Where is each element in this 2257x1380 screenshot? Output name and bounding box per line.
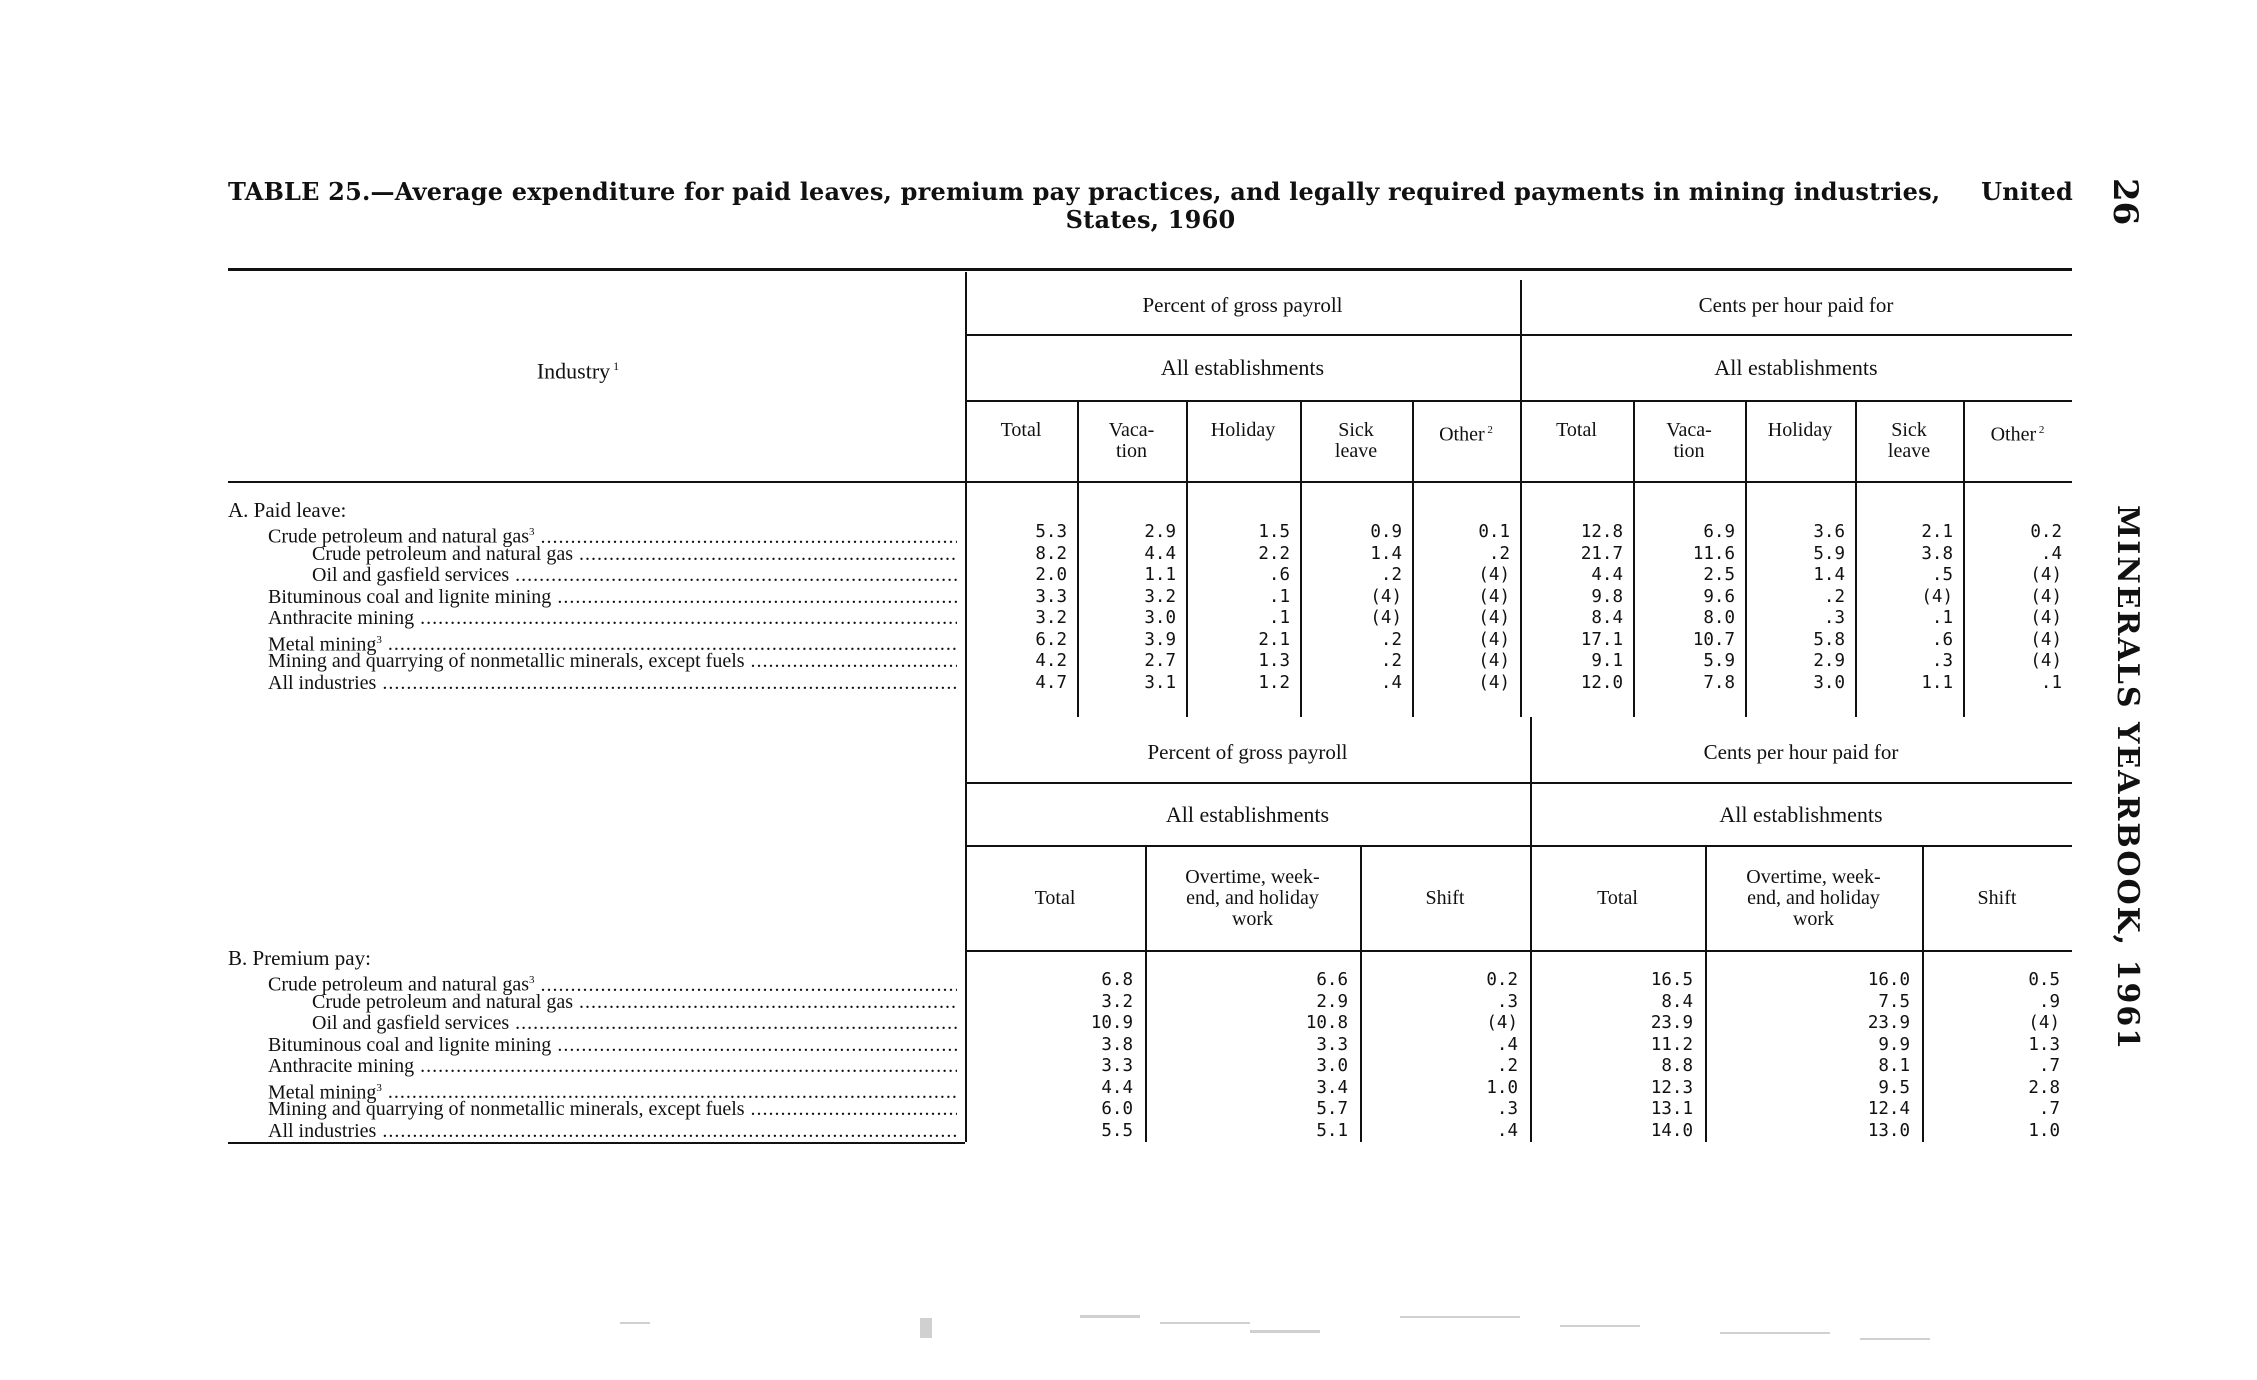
- a-value-cents: 0.2: [2030, 522, 2062, 542]
- a-value-cents: 5.8: [1813, 629, 1845, 650]
- a-col-cents-2: Holiday: [1767, 419, 1833, 441]
- industry-name: Anthracite mining: [268, 1056, 415, 1077]
- a-row-stub: [268, 673, 957, 695]
- b-value-percent: 3.3: [1316, 1034, 1348, 1055]
- scan-artifact: [1860, 1338, 1930, 1340]
- a-value-percent: .2: [1380, 629, 1402, 650]
- a-value-percent: .1: [1268, 608, 1290, 628]
- industry-name: Crude petroleum and natural gas: [312, 543, 574, 565]
- a-value-cents: 7.8: [1703, 672, 1735, 693]
- industry-name: Mining and quarrying of nonmetallic minerals, except fuels: [268, 651, 745, 672]
- a-value-cents: (4): [2030, 565, 2062, 585]
- a-col-percent-1: Vaca- tion: [1108, 419, 1155, 462]
- a-value-cents: .1: [2040, 672, 2062, 693]
- industry-name: Metal mining: [268, 633, 377, 656]
- a-col-percent-2: Holiday: [1210, 419, 1276, 441]
- industry-name: Crude petroleum and natural gas: [312, 991, 574, 1013]
- a-value-cents: .3: [1931, 651, 1953, 671]
- b-value-percent: 3.4: [1316, 1077, 1348, 1098]
- industry-name: Oil and gasfield services: [312, 565, 510, 586]
- industry-name: Metal mining: [268, 1081, 377, 1104]
- industry-name: Anthracite mining: [268, 608, 415, 629]
- a-rule-colhead: [228, 481, 2072, 483]
- a-value-percent: 2.9: [1144, 522, 1176, 542]
- a-value-percent: 8.2: [1035, 543, 1067, 564]
- a-value-percent: .2: [1380, 651, 1402, 671]
- b-value-percent: 2.9: [1316, 991, 1348, 1012]
- b-value-cents: 23.9: [1867, 1013, 1910, 1033]
- a-col-cents-0: Total: [1556, 419, 1597, 441]
- b-value-cents: 13.1: [1650, 1099, 1693, 1119]
- a-value-cents: 11.6: [1692, 543, 1735, 564]
- a-value-percent: (4): [1370, 586, 1402, 607]
- table-title-line2: States, 1960: [1065, 205, 1236, 234]
- a-value-percent: 6.2: [1035, 629, 1067, 650]
- a-value-percent: .2: [1488, 543, 1510, 564]
- a-value-cents: 2.1: [1921, 522, 1953, 542]
- a-row-stub: [268, 651, 957, 673]
- b-value-percent: 10.9: [1090, 1013, 1133, 1033]
- b-value-percent: 3.0: [1316, 1056, 1348, 1076]
- b-value-cents: 1.3: [2028, 1034, 2060, 1055]
- b-col-percent-1: Overtime, week- end, and holiday work: [1185, 865, 1320, 930]
- b-value-percent: 6.8: [1101, 970, 1133, 990]
- table-title-line1: [228, 178, 2073, 206]
- a-group-percent: Percent of gross payroll: [1142, 293, 1343, 317]
- a-value-cents: 12.0: [1580, 672, 1623, 693]
- scan-artifact: [920, 1318, 932, 1338]
- a-value-cents: (4): [2030, 608, 2062, 628]
- b-value-percent: 10.8: [1305, 1013, 1348, 1033]
- other-note: 2: [2036, 424, 2045, 436]
- table-label: TABLE 25.: [228, 177, 371, 206]
- b-value-percent: 3.3: [1101, 1056, 1133, 1076]
- a-col-percent-0: Total: [1000, 419, 1042, 441]
- a-value-percent: 1.5: [1258, 522, 1290, 542]
- industry-name: Oil and gasfield services: [312, 1013, 510, 1034]
- b-value-cents: (4): [2028, 1013, 2060, 1033]
- b-value-percent: 4.4: [1101, 1077, 1133, 1098]
- b-value-percent: 0.2: [1486, 970, 1518, 990]
- b-row-stub: [312, 992, 957, 1014]
- stub-header-label: [368, 356, 788, 384]
- b-col-cents-0: Total: [1597, 886, 1638, 909]
- b-value-percent: 6.0: [1101, 1099, 1133, 1119]
- scan-artifact: [620, 1322, 650, 1324]
- a-value-percent: 2.1: [1258, 629, 1290, 650]
- b-value-percent: .4: [1496, 1034, 1518, 1055]
- a-value-percent: .6: [1268, 565, 1290, 585]
- a-value-cents: .4: [2040, 543, 2062, 564]
- a-value-percent: (4): [1478, 629, 1510, 650]
- a-row-stub: [268, 608, 957, 630]
- b-value-percent: 5.5: [1101, 1120, 1133, 1141]
- b-row-stub: [268, 1056, 957, 1078]
- b-value-percent: 3.8: [1101, 1034, 1133, 1055]
- b-sub-percent: All establishments: [1165, 802, 1330, 827]
- a-value-percent: (4): [1478, 651, 1510, 671]
- scan-artifact: [1720, 1332, 1830, 1334]
- b-row-stub: [268, 1035, 957, 1057]
- a-col-cents-3: Sick leave: [1887, 419, 1931, 462]
- a-value-percent: 0.9: [1370, 522, 1402, 542]
- a-col-percent-3: Sick leave: [1334, 419, 1378, 462]
- a-col-cents-4: Other $^2$: [1990, 423, 2045, 446]
- b-value-cents: 9.9: [1878, 1034, 1910, 1055]
- a-value-percent: .2: [1380, 565, 1402, 585]
- a-rule-group: [965, 334, 2072, 336]
- b-value-percent: 3.2: [1101, 991, 1133, 1012]
- a-value-percent: (4): [1478, 586, 1510, 607]
- b-value-percent: 1.0: [1486, 1077, 1518, 1098]
- b-value-cents: 13.0: [1867, 1120, 1910, 1141]
- a-value-percent: (4): [1478, 608, 1510, 628]
- industry-note: 3: [529, 526, 535, 538]
- scan-artifact: [1160, 1322, 1250, 1324]
- a-value-cents: (4): [1921, 586, 1953, 607]
- industry-header: Industry: [536, 358, 611, 384]
- a-value-percent: 2.0: [1035, 565, 1067, 585]
- a-value-percent: 4.7: [1035, 672, 1067, 693]
- b-value-percent: .2: [1496, 1056, 1518, 1076]
- b-value-cents: 8.4: [1661, 991, 1693, 1012]
- a-value-cents: 5.9: [1813, 543, 1845, 564]
- a-row-stub: [268, 587, 957, 609]
- scan-artifact: [1560, 1325, 1640, 1327]
- a-value-cents: 2.5: [1703, 565, 1735, 585]
- a-value-cents: 8.4: [1591, 608, 1623, 628]
- industry-name: All industries: [268, 672, 377, 694]
- a-value-cents: .3: [1823, 608, 1845, 628]
- industry-name: Mining and quarrying of nonmetallic minerals, except fuels: [268, 1099, 745, 1120]
- b-value-cents: 9.5: [1878, 1077, 1910, 1098]
- page-number: 26: [2105, 178, 2145, 226]
- running-head: MINERALS YEARBOOK, 1961: [2110, 505, 2145, 1052]
- a-value-cents: (4): [2030, 586, 2062, 607]
- a-value-cents: 12.8: [1580, 522, 1623, 542]
- industry-note: 3: [376, 633, 382, 646]
- b-row-stub: [268, 1099, 957, 1121]
- b-row-stub: [312, 1013, 957, 1035]
- table-title-text: —Average expenditure for paid leaves, premium pay practices, and legally required payments in mining industries,: [370, 177, 1941, 206]
- a-value-percent: (4): [1478, 672, 1510, 693]
- industry-header-note: 1: [610, 359, 620, 373]
- a-value-percent: .4: [1380, 672, 1402, 693]
- b-value-cents: 11.2: [1650, 1034, 1693, 1055]
- a-value-cents: 3.6: [1813, 522, 1845, 542]
- b-value-cents: 1.0: [2028, 1120, 2060, 1141]
- a-value-percent: 1.4: [1370, 543, 1402, 564]
- b-rule-group: [965, 782, 2072, 784]
- b-value-percent: (4): [1486, 1013, 1518, 1033]
- a-value-percent: 2.2: [1258, 543, 1290, 564]
- b-value-cents: .7: [2038, 1099, 2060, 1119]
- scan-artifact: [1080, 1315, 1140, 1318]
- a-value-cents: 3.8: [1921, 543, 1953, 564]
- industry-name: Bituminous coal and lignite mining: [268, 586, 552, 608]
- b-col-percent-2: Shift: [1425, 886, 1465, 909]
- a-value-percent: 4.2: [1035, 651, 1067, 671]
- b-value-cents: 16.5: [1650, 970, 1693, 990]
- a-value-percent: 1.3: [1258, 651, 1290, 671]
- other-note: 2: [1484, 424, 1493, 436]
- a-value-percent: 4.4: [1144, 543, 1176, 564]
- a-value-percent: 3.1: [1144, 672, 1176, 693]
- a-value-cents: .1: [1931, 608, 1953, 628]
- a-value-cents: .2: [1823, 586, 1845, 607]
- b-row-stub: [268, 1121, 957, 1143]
- a-col-cents-1: Vaca- tion: [1666, 419, 1712, 462]
- industry-name: Bituminous coal and lignite mining: [268, 1034, 552, 1056]
- a-value-cents: 1.1: [1921, 672, 1953, 693]
- b-sub-cents: All establishments: [1719, 802, 1883, 827]
- b-value-percent: .3: [1496, 1099, 1518, 1119]
- b-value-cents: .9: [2038, 991, 2060, 1012]
- a-group-cents: Cents per hour paid for: [1698, 293, 1894, 317]
- b-col-percent-0: Total: [1034, 886, 1076, 909]
- a-value-cents: 9.8: [1591, 586, 1623, 607]
- a-value-cents: 1.4: [1813, 565, 1845, 585]
- a-row-stub: [312, 544, 957, 566]
- b-value-cents: 0.5: [2028, 970, 2060, 990]
- a-value-cents: 4.4: [1591, 565, 1623, 585]
- b-col-cents-1: Overtime, week- end, and holiday work: [1746, 865, 1881, 930]
- a-value-percent: 3.2: [1035, 608, 1067, 628]
- a-value-cents: (4): [2030, 629, 2062, 650]
- scan-artifact: [1400, 1316, 1520, 1318]
- b-value-cents: 23.9: [1650, 1013, 1693, 1033]
- a-value-percent: .1: [1268, 586, 1290, 607]
- b-value-percent: 5.1: [1316, 1120, 1348, 1141]
- a-sub-percent: All establishments: [1160, 355, 1325, 380]
- a-value-percent: 0.1: [1478, 522, 1510, 542]
- b-value-percent: 6.6: [1316, 970, 1348, 990]
- a-col-percent-4: Other $^2$: [1439, 423, 1493, 446]
- a-value-percent: 2.7: [1144, 651, 1176, 671]
- section-a-label: A. Paid leave:: [228, 498, 347, 522]
- a-value-percent: 3.9: [1144, 629, 1176, 650]
- a-value-cents: 10.7: [1692, 629, 1735, 650]
- a-value-percent: 1.1: [1144, 565, 1176, 585]
- a-value-percent: (4): [1478, 565, 1510, 585]
- b-value-percent: .4: [1496, 1120, 1518, 1141]
- a-value-cents: 21.7: [1580, 543, 1623, 564]
- table-title: [228, 178, 2073, 234]
- b-value-percent: 5.7: [1316, 1099, 1348, 1119]
- industry-name: All industries: [268, 1120, 377, 1142]
- a-value-percent: 3.2: [1144, 586, 1176, 607]
- industry-note: 3: [529, 974, 535, 986]
- a-value-cents: 6.9: [1703, 522, 1735, 542]
- top-rule: [228, 268, 2072, 271]
- a-value-percent: 5.3: [1035, 522, 1067, 542]
- a-value-cents: (4): [2030, 651, 2062, 671]
- a-row-stub: [312, 565, 957, 587]
- a-value-cents: 9.6: [1703, 586, 1735, 607]
- a-value-cents: 2.9: [1813, 651, 1845, 671]
- b-value-cents: 14.0: [1650, 1120, 1693, 1141]
- table-title-end: United: [1981, 177, 2073, 206]
- b-group-cents: Cents per hour paid for: [1703, 740, 1899, 764]
- industry-name: Crude petroleum and natural gas: [268, 525, 530, 548]
- industry-name: Crude petroleum and natural gas: [268, 973, 530, 996]
- b-value-cents: 2.8: [2028, 1077, 2060, 1098]
- a-value-percent: 3.0: [1144, 608, 1176, 628]
- b-col-cents-2: Shift: [1977, 886, 2017, 909]
- a-value-cents: 3.0: [1813, 672, 1845, 693]
- a-value-cents: 8.0: [1703, 608, 1735, 628]
- a-value-percent: 1.2: [1258, 672, 1290, 693]
- scan-artifact: [1250, 1330, 1320, 1333]
- a-value-cents: .6: [1931, 629, 1953, 650]
- a-value-cents: 17.1: [1580, 629, 1623, 650]
- a-value-cents: 9.1: [1591, 651, 1623, 671]
- a-value-percent: 3.3: [1035, 586, 1067, 607]
- bottom-rule: [228, 1142, 965, 1144]
- a-value-cents: 5.9: [1703, 651, 1735, 671]
- b-value-percent: .3: [1496, 991, 1518, 1012]
- b-value-cents: 12.3: [1650, 1077, 1693, 1098]
- industry-note: 3: [376, 1081, 382, 1094]
- b-value-cents: 8.1: [1878, 1056, 1910, 1076]
- b-value-cents: 7.5: [1878, 991, 1910, 1012]
- a-rule-sub: [965, 400, 2072, 402]
- b-value-cents: 12.4: [1867, 1099, 1910, 1119]
- b-rule-sub: [965, 845, 2072, 847]
- a-value-cents: .5: [1931, 565, 1953, 585]
- a-sub-cents: All establishments: [1714, 355, 1878, 380]
- a-value-percent: (4): [1370, 608, 1402, 628]
- section-b-label: B. Premium pay:: [228, 946, 371, 970]
- b-group-percent: Percent of gross payroll: [1147, 740, 1348, 764]
- b-value-cents: 8.8: [1661, 1056, 1693, 1076]
- b-rule-colhead: [965, 950, 2072, 952]
- b-value-cents: .7: [2038, 1056, 2060, 1076]
- b-value-cents: 16.0: [1867, 970, 1910, 990]
